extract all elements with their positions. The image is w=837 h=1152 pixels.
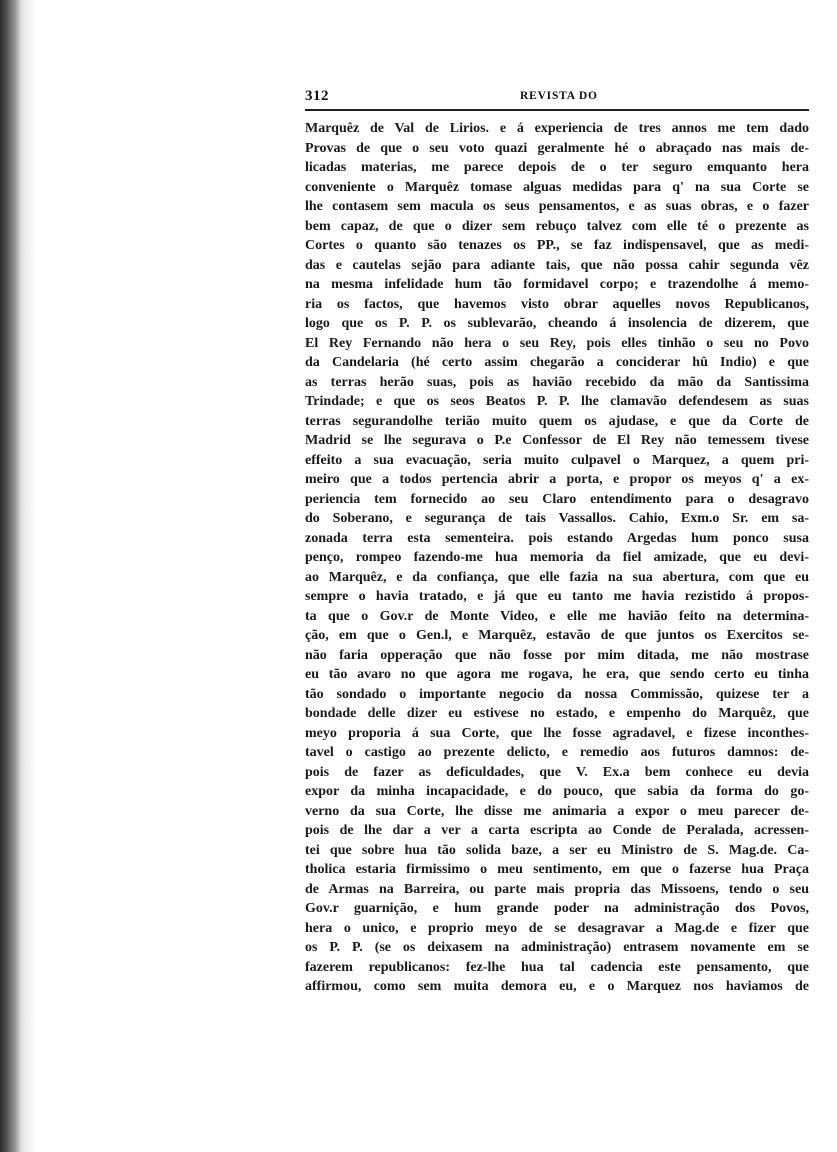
text-line: ta que o Gov.r de Monte Video, e elle me havião feito na determina- [305,608,809,624]
text-line: conveniente o Marquêz tomase alguas medidas para q' na sua Corte se [305,179,809,195]
text-line: expor da minha incapacidade, e do pouco, que sabia da forma do go- [305,784,809,799]
text-line: terras segurandolhe terião muito quem os ajudase, e que da Corte de [305,413,809,429]
text-line: affirmou, como sem muita demora eu, e o Marquez nos haviamos de [305,979,809,994]
text-line: Trindade; e que os seos Beatos P. P. lhe clamavão defendesem as suas [305,394,809,409]
text-line: logo que os P. P. os sublevarão, cheando á insolencia de dizerem, que [305,316,809,331]
running-head: REVISTA DO [520,90,598,102]
text-line: Madrid se lhe segurava o P.e Confessor de El Rey não temessem tivese [305,433,809,448]
text-line: tholica estaria firmissimo o meu sentimento, em que o fazerse hua Praça [305,862,809,877]
text-line: ao Marquêz, e da confiança, que elle fazia na sua abertura, com que eu [305,569,809,585]
page-number: 312 [305,88,329,104]
text-line: sempre o havia tratado, e já que eu tanto me havia rezistido á propos- [305,589,809,604]
text-line: as terras herão suas, pois as havião recebido da mão da Santissima [305,374,809,390]
header-rule [305,109,809,111]
text-line: ção, em que o Gen.l, e Marquêz, estavão de que juntos os Exercitos se- [305,628,809,643]
text-line: pois de lhe dar a ver a carta escripta ao Conde de Peralada, acressen- [305,823,809,838]
text-line: de Armas na Barreira, ou parte mais propria das Missoens, tendo o seu [305,881,809,897]
text-line: periencia tem fornecido ao seu Claro entendimento para o desagravo [305,491,809,507]
text-line: penço, rompeo fazendo-me hua memoria da fiel amizade, que eu devi- [305,550,809,565]
text-line: Provas de que o seu voto quazi geralmente hé o abraçado nas mais de- [305,140,809,156]
text-line: do Soberano, e segurança de tais Vassallos. Cahio, Exm.o Sr. em sa- [305,511,809,526]
text-line: bondade delle dizer eu estivese no estado, e empenho do Marquêz, que [305,706,809,721]
text-line: Cortes o quanto são tenazes os PP., se faz indispensavel, que as medi- [305,238,809,253]
text-line: fazerem republicanos: fez-lhe hua tal cadencia este pensamento, que [305,959,809,975]
text-line: meiro que a todos pertencia abrir a porta, e propor os meyos q' a ex- [305,472,809,487]
text-line: verno da sua Corte, lhe disse me animaria a expor o meu parecer de- [305,803,809,819]
text-line: eu tão avaro no que agora me rogava, he era, que sendo certo eu tinha [305,667,809,682]
text-line: zonada terra esta sementeira. pois estando Argedas hum ponco susa [305,530,809,546]
text-line: hera o unico, e proprio meyo de se desagravar a Mag.de e fizer que [305,920,809,936]
text-line: effeito a sua evacuação, seria muito culpavel o Marquez, a quem pri- [305,452,809,468]
text-line: Gov.r guarnição, e hum grande poder na administração dos Povos, [305,901,809,916]
body-text [305,119,809,997]
text-line: ria os factos, que havemos visto obrar aquelles novos Republicanos, [305,296,809,312]
text-line: tão sondado o importante negocio da nossa Commissão, quizese ter a [305,686,809,702]
text-line: tei que sobre hua tão solida baze, a ser eu Ministro de S. Mag.de. Ca- [305,842,809,858]
text-line: da Candelaria (hé certo assim chegarão a conciderar hû Indio) e que [305,355,809,370]
text-line: das e cautelas sejão para adiante tais, que não possa cahir segunda vêz [305,257,809,273]
text-line: bem capaz, de que o dizer sem rebuço talvez com elle té o prezente as [305,218,809,234]
text-line: na mesma infelidade hum tão formidavel corpo; e trazendolhe á memo- [305,277,809,292]
text-line: não faria opperação que não fosse por mim ditada, me não mostrase [305,647,809,663]
text-line: tavel o castigo ao prezente delicto, e remedio aos futuros damnos: de- [305,745,809,760]
binding-shadow [22,0,36,1152]
text-line: lhe contasem sem macula os seus pensamentos, e as suas obras, e o fazer [305,199,809,214]
text-line: licadas materias, me parece depois de o ter seguro emquanto hera [305,160,809,175]
text-line: El Rey Fernando não hera o seu Rey, pois elles tinhão o seu no Povo [305,335,809,351]
text-line: pois de fazer as deficuldades, que V. Ex.a bem conhece eu devia [305,764,809,780]
text-line: Marquêz de Val de Lirios. e á experiencia de tres annos me tem dado [305,121,809,136]
text-line: os P. P. (se os deixasem na administração) entrasem novamente em se [305,940,809,955]
book-binding-edge [0,0,22,1152]
text-line: meyo proporia á sua Corte, que lhe fosse agradavel, e fizese inconthes- [305,725,809,741]
